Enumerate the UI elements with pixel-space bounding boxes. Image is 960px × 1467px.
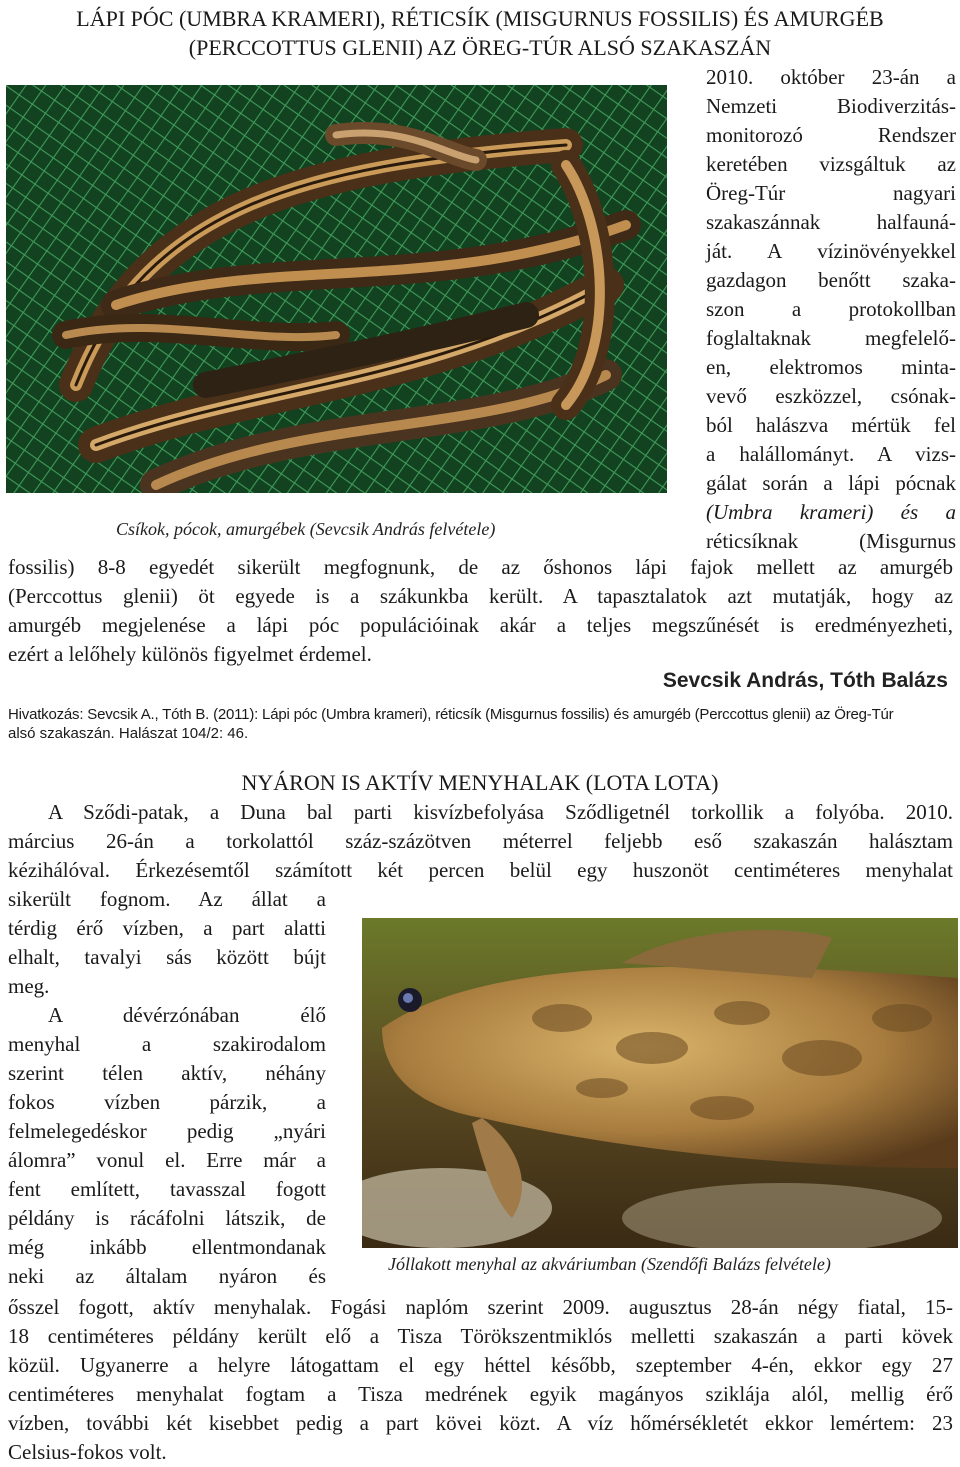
article2-body (8, 1293, 953, 1467)
text-line: szon a protokollban (706, 297, 956, 321)
text-line: közül. Ugyanerre a helyre látogattam el egy héttel később, szeptember 4-én, ekkor egy 27 (8, 1353, 953, 1377)
loach-photo (6, 85, 667, 493)
article2-left-column (8, 885, 326, 1291)
article1-body (8, 553, 953, 669)
text-line: a halállományt. A vizs- (706, 442, 956, 466)
article1-reference (8, 705, 953, 743)
article1-right-column (706, 63, 956, 556)
text-line: kézihálóval. Érkezésemtől számított két percen belül egy huszonöt centiméteres menyhalat (8, 858, 953, 882)
text-line: meg. (8, 974, 50, 998)
article1-title-line1: LÁPI PÓC (UMBRA KRAMERI), RÉTICSÍK (MISGURNUS FOSSILIS) ÉS AMURGÉB (76, 6, 884, 31)
text-line: réticsíknak (Misgurnus (706, 529, 956, 553)
text-line: március 26-án a torkolattól száz-százötven méterrel feljebb eső szakaszán halásztam (8, 829, 953, 853)
text-line: ját. A vízinövényekkel (706, 239, 956, 263)
text-line: szerint télen aktív, néhány (8, 1061, 326, 1085)
text-line: A Sződi-patak, a Duna bal parti kisvízbefolyása Sződligetnél torkollik a folyóba. 2010. (48, 800, 953, 824)
text-line: neki az általam nyáron és (8, 1264, 326, 1288)
text-line: keretében vizsgáltuk az (706, 152, 956, 176)
text-line: vízben, további két kisebbet pedig a part kövei közt. A víz hőmérsékletét ekkor lemértem: 23 (8, 1411, 953, 1435)
burbot-photo-image (362, 918, 958, 1248)
text-line: 2010. október 23-án a (706, 65, 956, 89)
text-line: ősszel fogott, aktív menyhalak. Fogási naplóm szerint 2009. augusztus 28-án négy fiatal, 15- (8, 1295, 953, 1319)
text-line: (Perccottus glenii) öt egyede is a szákunkba került. A tapasztalatok azt mutatják, hogy az (8, 584, 953, 608)
reference-line: alsó szakaszán. Halászat 104/2: 46. (8, 725, 249, 742)
text-line: monitorozó Rendszer (706, 123, 956, 147)
text-line: szakaszánnak halfauná- (706, 210, 956, 234)
burbot-photo (362, 918, 958, 1248)
text-line: ból halászva mértük fel (706, 413, 956, 437)
text-line: Nemzeti Biodiverzitás- (706, 94, 956, 118)
text-line: álomra” vonul el. Erre már a (8, 1148, 326, 1172)
text-line: menyhal a szakirodalom (8, 1032, 326, 1056)
article2-title: NYÁRON IS AKTÍV MENYHALAK (LOTA LOTA) (241, 770, 719, 795)
text-line: foglaltaknak megfelelő- (706, 326, 956, 350)
text-line: vevő eszközzel, csónak- (706, 384, 956, 408)
text-line: térdig érő vízben, a part alatti (8, 916, 326, 940)
text-line: centiméteres menyhalat fogtam a Tisza medrének egyik magányos sziklája alól, mellig érő (8, 1382, 953, 1406)
article1-signature: Sevcsik András, Tóth Balázs (662, 669, 948, 692)
text-line: felmelegedéskor pedig „nyári (8, 1119, 326, 1143)
text-line: Öreg-Túr nagyari (706, 181, 956, 205)
text-line: A dévérzónában élő (48, 1003, 326, 1027)
text-line: elhalt, tavalyi sás között bújt (8, 945, 326, 969)
text-line: en, elektromos minta- (706, 355, 956, 379)
text-line: fokos vízben párzik, a (8, 1090, 326, 1114)
loach-photo-caption: Csíkok, pócok, amurgébek (Sevcsik András felvétele) (116, 519, 496, 539)
text-line: gálat során a lápi pócnak (706, 471, 956, 495)
article1-title-line2: (PERCCOTTUS GLENII) AZ ÖREG-TÚR ALSÓ SZAKASZÁN (188, 35, 772, 60)
text-line: fent említett, tavasszal fogott (8, 1177, 326, 1201)
text-line: 18 centiméteres példány került elő a Tisza Törökszentmiklós melletti szakaszán a parti kövek (8, 1324, 953, 1348)
loach-photo-image (6, 85, 667, 493)
text-line: Celsius-fokos volt. (8, 1440, 167, 1464)
text-line: (Umbra krameri) és a (706, 500, 956, 524)
text-line: sikerült fognom. Az állat a (8, 887, 326, 911)
burbot-photo-caption: Jóllakott menyhal az akváriumban (Szendőfi Balázs felvétele) (388, 1254, 831, 1274)
text-line: még inkább ellentmondanak (8, 1235, 326, 1259)
text-line: fossilis) 8-8 egyedét sikerült megfognunk, de az őshonos lápi fajok mellett az amurgéb (8, 555, 953, 579)
reference-line: Hivatkozás: Sevcsik A., Tóth B. (2011): Lápi póc (Umbra krameri), réticsík (Misgurnus fossilis) és amurgéb (Perccottus glenii) az Öreg-Túr (8, 706, 894, 723)
text-line: ezért a lelőhely különös figyelmet érdemel. (8, 642, 372, 666)
article2-intro (8, 798, 953, 885)
text-line: gazdagon benőtt szaka- (706, 268, 956, 292)
text-line: példány is rácáfolni látszik, de (8, 1206, 326, 1230)
text-line: amurgéb megjelenése a lápi póc populációinak akár a teljes megszűnését is eredményezheti, (8, 613, 953, 637)
